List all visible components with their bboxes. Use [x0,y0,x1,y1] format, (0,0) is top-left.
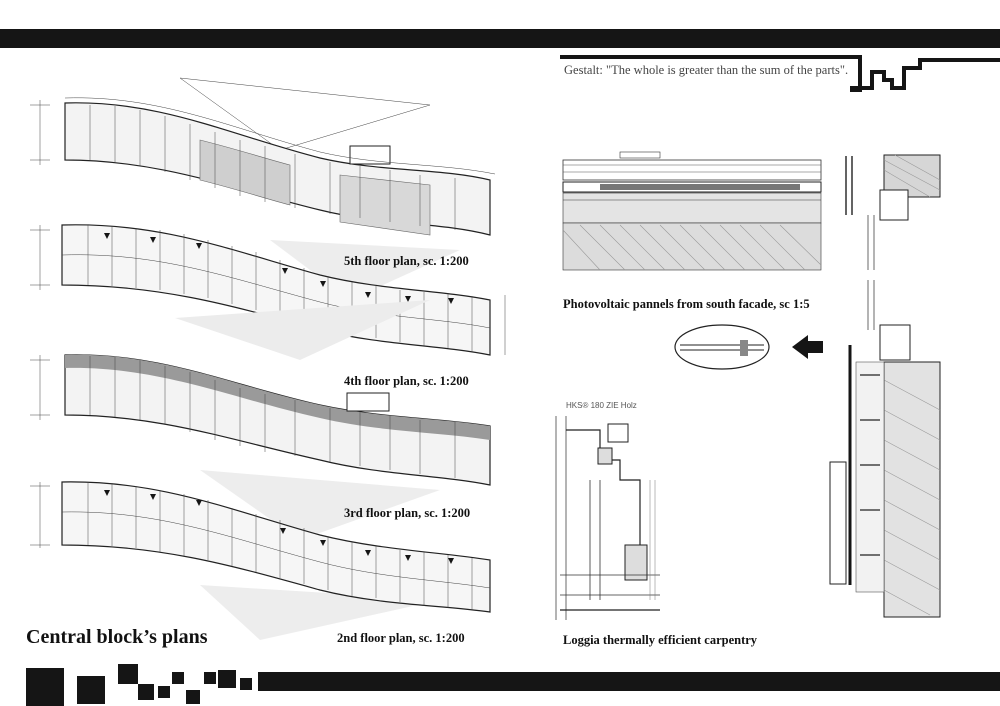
wall-vertical-section [830,155,940,617]
profile-label: HKS® 180 ZIE Holz [566,401,637,410]
central-block-title: Central block’s plans [26,626,208,648]
pv-zoom-callout [675,325,769,369]
floor2-caption: 2nd floor plan, sc. 1:200 [337,631,465,645]
floor5-caption: 5th floor plan, sc. 1:200 [344,254,469,268]
direction-arrow-left [792,335,823,359]
floor-plan-2 [30,470,490,640]
floor4-caption: 4th floor plan, sc. 1:200 [344,374,469,388]
loggia-caption: Loggia thermally efficient carpentry [563,633,758,647]
bottom-decorative-bar [258,672,1000,691]
floor-plan-5 [30,78,495,235]
quote-frame [560,57,860,90]
floor3-caption: 3rd floor plan, sc. 1:200 [344,506,471,520]
stepped-skyline-ornament [850,60,1000,88]
gestalt-quote: Gestalt: "The whole is greater than the sum of the parts". [564,63,849,77]
loggia-profile-detail [556,416,660,620]
pv-panel-section [563,152,821,270]
pv-caption: Photovoltaic pannels from south facade, sc 1:5 [563,297,810,311]
